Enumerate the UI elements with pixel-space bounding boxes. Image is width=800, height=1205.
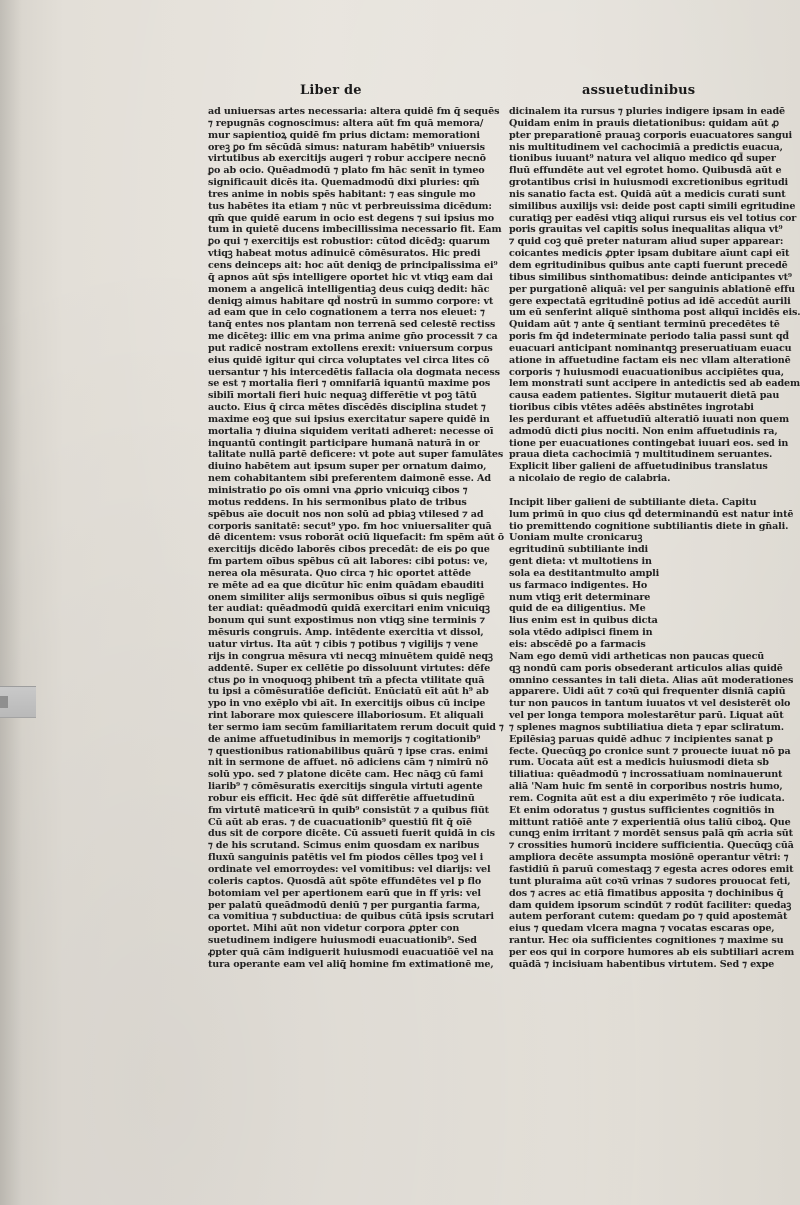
text-line: ⁊ de his scrutand. Scimus enim quosdam ex naribus <box>208 840 480 852</box>
text-line: spēbus aīe docuit nos non solū ad pbiaꝫ vtilesed ⁊ ad <box>208 508 484 520</box>
text-line: euacuari anticipant nominantqꝫ preseruatiuam euacu <box>509 342 792 354</box>
text-line: rem. Cognita aūt est a diu experimēto ⁊ rōe iudicata. <box>509 792 785 804</box>
text-line: ad uniuersas artes necessaria: altera quidē fm q̄ sequēs <box>208 106 500 117</box>
text-line: ⁊ questionibus rationabilibus quārū ⁊ ipse cras. enimi <box>208 745 489 757</box>
page-gutter-shadow <box>0 0 22 1205</box>
text-line: fecte. Quecūqꝫ ꝑo cronice sunt ⁊ prouecte iuuat nō pa <box>509 745 791 757</box>
text-line: inquantū contingit participare humanā naturā in or <box>208 437 480 449</box>
text-line: tiliatiua: quēadmodū ⁊ incrossatiuam nominauerunt <box>509 769 783 781</box>
text-line: um eū senferint aliquē sinthoma post aliquī incidēs eis. <box>509 307 800 319</box>
text-line: Incipit liber galieni de subtiliante dieta. Capitu <box>509 496 757 508</box>
text-line: aucto. Eius q̄ circa mētes dīscēdēs disciplina studet ⁊ <box>208 402 486 414</box>
text-line: ꝑo qui ⁊ exercitijs est robustior: cūtod dicēdꝫ: quarum <box>208 236 490 248</box>
text-line: fastidiū n̄ paruū comestaqꝫ ⁊ egesta acres odores emit <box>509 864 794 875</box>
text-line: atione in affuetudine factam eis nec vllam alterationē <box>509 354 791 366</box>
text-line: botomiam vel per apertionem earū que in ff yris: vel <box>208 887 481 899</box>
text-line: tura operante eam vel aliq̄ homine fm extimationē me, <box>208 958 494 970</box>
text-line: ⁊ quid coꝫ quē preter naturam aliud super apparear: <box>509 236 784 248</box>
text-line: mur sapientioꝝ quidē fm prius dictam: memorationi <box>208 129 480 141</box>
text-line: vtiqꝫ habeat motus adinuicē cōmēsuratos. Hic predi <box>208 248 481 260</box>
text-line: sola vtēdo adipisci finem in <box>509 627 653 639</box>
text-line: ⁊ crossities humorū incidere sufficientia. Quecūqꝫ cūā <box>509 840 794 852</box>
text-line: us farmaco indigentes. Ho <box>509 579 648 591</box>
text-line: admodū dicti ꝑius nociti. Non enim affuetudinis ra, <box>509 425 778 437</box>
text-line: fm partem oībus spēbus cū ait labores: cibi potus: ve, <box>208 556 488 568</box>
text-line: nerea ola mēsurata. Quo circa ⁊ hic oportet attēde <box>208 567 471 579</box>
text-line: ca vomitiua ⁊ subductiua: de quibus cūtā ipsis scrutari <box>208 911 494 923</box>
text-line: tres anime in nobis spēs habitant: ⁊ eas singule mo <box>208 188 476 200</box>
text-line: monem a angelicā intelligentiaꝫ deus cuiqꝫ dedit: hāc <box>208 283 490 295</box>
text-line: nit in sermone de affuet. nō adiciens cām ⁊ nimirū nō <box>208 757 489 769</box>
text-line: oreꝫ ꝑo fm sēcūdā simus: naturam habētib⁹ vniuersis <box>208 141 485 153</box>
running-head-right: assuetudinibus <box>582 83 696 98</box>
text-line: re mēte ad ea que dicūtur hīc enim quādam ebauditi <box>208 579 484 591</box>
text-line: tione per euacuationes contingebat iuuari eos. sed in <box>509 437 789 449</box>
text-line: per eos qui in corpore humores ab eis subtiliari acrem <box>509 946 795 958</box>
text-line: eius quidē igitur qui circa voluptates vel circa lites cō <box>208 354 490 366</box>
text-line: qꝫ nondū cam poris obsederant articulos alias quidē <box>509 662 783 674</box>
text-line: diuino habētem aut ipsum super per ornatum daimo, <box>208 461 487 473</box>
text-line: corporis sanitatē: secut⁹ ypo. fm hoc vniuersaliter quā <box>208 520 492 532</box>
text-line: similibus auxilijs vsi: deide post capti simili egritudine <box>509 200 796 212</box>
text-line: tibus similibus sinthomatibus: deinde anticipantes vt⁹ <box>509 271 792 283</box>
text-line: significauit dicēs ita. Quemadmodū dixi pluries: qm̄ <box>208 177 480 189</box>
running-head-left: Liber de <box>300 83 362 98</box>
text-line: num vtiqꝫ erit determinare <box>509 591 651 603</box>
text-line: dicinalem ita rursus ⁊ pluries indigere ipsam in eadē <box>509 106 785 117</box>
text-line: a nicolaio de regio de calabria. <box>509 473 671 485</box>
text-line: qm̄ que quidē earum in ocio est degens ⁊ sui ipsius mo <box>208 212 495 224</box>
text-line: corporis ⁊ huiusmodi euacuationibus accipiētes qua, <box>509 366 784 378</box>
text-line: liarib⁹ ⁊ cōmēsuratis exercitijs singula virtuti agente <box>208 781 483 793</box>
text-line: tur non paucos in tantum iuuatos vt vel desisterēt olo <box>509 698 791 710</box>
page-edge-tab-notch <box>0 696 8 708</box>
text-line: nis sanatio facta est. Quidā aūt a medicis curati sunt <box>509 188 786 200</box>
text-line: apparere. Uidi aūt ⁊ coꝛū qui frequenter disniā capiū <box>509 686 786 698</box>
text-line: de anime affuetudinibus in memorijs ⁊ cogitationib⁹ <box>208 733 481 745</box>
text-line: fm virtutē maticeꝛrū in quib⁹ consistūt ⁊ a quibus fiūt <box>208 804 489 816</box>
text-line: ad eam que in celo cognationem a terra nos eleuet: ⁊ <box>208 307 485 319</box>
text-line: quādā ⁊ incisiuam habentibus virtutem. Sed ⁊ expe <box>509 958 775 970</box>
text-line: q̄ apnos aūt sp̄s intelligere oportet hic vt vtiqꝫ eam dai <box>208 271 493 283</box>
text-line: Quidam aūt ⁊ ante q̄ sentiant terminū precedētes tē <box>509 319 780 331</box>
text-line: ⁊ repugnās cognoscimus: altera aūt fm quā memora/ <box>208 117 484 129</box>
text-line: rint laborare mox quiescere illaboriosum. Et aliquali <box>208 710 484 722</box>
text-column-right <box>509 106 800 971</box>
text-line: motus reddens. In his sermonibus plato de tribus <box>208 496 467 508</box>
text-line: robur eis efficit. Hec q̄dē sūt differētie affuetudinū <box>208 792 475 804</box>
text-line: talitate nullā partē deficere: vt pote aut super famulātes <box>208 449 504 461</box>
text-line: tus habētes ita etiam ⁊ nūc vt perbreuissima dicēdum: <box>208 200 492 212</box>
text-line: Quidam enim in prauis dietationibus: quidam aūt ꝓ <box>509 117 779 129</box>
text-line: dam quidem ipsorum scindūt ⁊ rodūt faciliter: quedaꝫ <box>509 899 792 911</box>
text-line: Epilēsiaꝫ paruas quidē adhuc ⁊ incipientes sanat p <box>509 733 773 745</box>
text-line: tu ipsi a cōmēsuratiōe deficiūt. Enūciatū eīt aūt h⁹ ab <box>208 686 489 698</box>
text-line: put radicē nostram extollens erexit: vniuersum corpus <box>208 342 493 354</box>
text-line: ter sermo iam secūm familiaritatem rerum docuit quid ⁊ <box>208 721 504 733</box>
text-line: dē dicentem: vsus roborāt ociū liquefacit: fm spēm aūt ō <box>208 532 504 544</box>
text-line: mēsuris congruis. Amp. intēdente exercitia vt dissol, <box>208 627 484 639</box>
text-line: ꝓpter quā cām indiguerit huiusmodi euacuatiōē vel na <box>208 946 494 958</box>
text-line: eis: abscēdē ꝑo a farmacis <box>509 638 646 650</box>
text-line: rijs in congrua mēsura vti necqꝫ minuētem quidē neqꝫ <box>208 650 493 662</box>
text-line: omnino cessantes in tali dieta. Alias aūt moderationes <box>509 674 794 686</box>
text-line: me dicēteꝫ: illic em vna prima anime gn̄o processit ⁊ ca <box>208 331 498 343</box>
text-line: Nam ego demū vidi artheticas non paucas quecū <box>509 650 765 662</box>
text-line: poris fm q̄d indeterminate periodo talia passi sunt qd̄ <box>509 331 789 343</box>
text-line: coleris captos. Quosdā aūt spōte effundētes vel p flo <box>208 875 482 887</box>
text-line: per palatū queādmodū deniū ⁊ per purgantia farma, <box>208 899 481 911</box>
text-line: praua dieta cachocimiā ⁊ multitudinem seruantes. <box>509 449 773 461</box>
text-line: oportet. Mihi aūt non videtur corpora ꝓpter con <box>208 923 460 935</box>
text-line: fluū effundēte aut vel egrotet homo. Quibusdā aūt e <box>509 165 782 177</box>
text-line: autem perforant cutem: quedam ꝑo ⁊ quid apostemāt <box>509 911 788 923</box>
text-line: Cū aūt ab eras. ⁊ de cuacuationib⁹ questiū fit q̄ oīē <box>208 816 472 828</box>
text-line: sibilī mortali fieri huic nequaꝫ differētie vt poꝫ tātū <box>208 390 477 402</box>
text-line: vel per longa tempora molestarētur parū. Liquat aūt <box>509 710 784 722</box>
text-line: cunqꝫ enim irritant ⁊ mordēt sensus palā qm̄ acria sūt <box>509 828 793 840</box>
text-line: dus sit de corpore dicēte. Cū assueti fuerit quidā in cis <box>208 828 495 840</box>
text-line: exercitijs dicēdo laborēs cibos precedāt: de eis ꝑo que <box>208 544 490 556</box>
text-line: ꝑo ab ocio. Quēadmodū ⁊ plato fm hāc senīt in tymeo <box>208 165 485 177</box>
text-line: tionibus iuuant⁹ natura vel aliquo medico qd̄ super <box>509 153 776 165</box>
text-line: ctus ꝑo in vnoquoqꝫ phibent tm̄ a pfecta vtilitate quā <box>208 674 485 686</box>
text-line: uatur virtus. Ita aūt ⁊ cibis ⁊ potibus ⁊ vigilijs ⁊ vene <box>208 638 479 650</box>
text-line <box>509 485 773 497</box>
text-line: causa eadem patientes. Sigitur mutauerit dietā pau <box>509 390 780 402</box>
text-line: Explicit liber galieni de affuetudinibus translatus <box>509 461 768 473</box>
text-line: egritudinū subtiliante indi <box>509 544 648 556</box>
text-line: gere expectatā egritudinē potius ad idē accedūt aurili <box>509 295 791 307</box>
text-line: dos ⁊ acres ac etiā fimatibus apposita ⁊ dochinibus q̄ <box>509 887 784 899</box>
text-line: ordinate vel emorroydes: vel vomitibus: vel diarijs: vel <box>208 864 491 875</box>
text-line: tunt pluraima aūt coꝛū vrinas ⁊ sudores prouocat feti, <box>509 875 791 887</box>
text-line: tio premittendo cognitione subtiliantis diete in gn̄ali. <box>509 520 789 532</box>
text-line: dem egritudinibus quibus ante capti fuerunt precedē <box>509 259 788 271</box>
text-line: ampliora decēte assumpta mosiōnē operantur vētri: ⁊ <box>509 852 789 864</box>
text-line: cens deinceps ait: hoc aūt deniqꝫ de principalissima ei⁹ <box>208 259 498 271</box>
text-line: aliā 'Nam huic fm sentē in corporibus nostris humo, <box>509 781 783 793</box>
text-line: fluxū sanguinis patētis vel fm piodos cēlles tpoꝫ vel i <box>208 852 484 864</box>
text-line: gent dieta: vt multotiens in <box>509 556 652 568</box>
text-line: virtutibus ab exercitijs augeri ⁊ robur accipere necnō <box>208 153 486 165</box>
text-line: Uoniam multe cronicaruꝫ <box>509 532 643 544</box>
text-line: addentē. Super ex cellētie ꝑo dissoluunt virtutes: dēfe <box>208 662 491 674</box>
text-line: ⁊ splenes magnos subtiliatiua dieta ⁊ epar scliratum. <box>509 721 784 733</box>
text-line: se est ⁊ mortalia fieri ⁊ omnifariā iquantū maxime pos <box>208 378 491 390</box>
text-line: solū ypo. sed ⁊ platone dicēte cam. Hec nāqꝫ cū fami <box>208 769 484 781</box>
text-line: suetudinem indigere huiusmodi euacuationib⁹. Sed <box>208 935 477 947</box>
text-line: bonum qui sunt expostimus non vtiqꝫ sine terminis ⁊ <box>208 615 485 627</box>
text-line: les perdurant et affuetudīū alteratiō iuuati non quem <box>509 413 789 425</box>
text-line: nem cohabitantem sibi preferentem daimonē esse. Ad <box>208 473 491 485</box>
text-line: lum primū in quo cius qd̄ determinandū est natur intē <box>509 508 794 520</box>
text-line: sola ea destitantmulto ampli <box>509 567 660 579</box>
text-line: rantur. Hec oia sufficientes cognitiones ⁊ maxime su <box>509 935 784 947</box>
text-line: maxime eoꝫ que sui ipsius exercitatur sapere quidē in <box>208 413 490 425</box>
text-line: coicantes medicis ꝓpter ipsam dubitare aīunt capi eīt <box>509 248 790 260</box>
text-line: mittunt ratiōē ante ⁊ experientiā oius taliū ciboꝝ. Que <box>509 816 791 828</box>
text-line: ministratio ꝑo oīs omni vna ꝓprio vnicuiqꝫ cibos ⁊ <box>208 485 468 496</box>
text-column-left <box>208 106 504 971</box>
text-line: tum in quietē ducens imbecillissima necessario fit. Eam <box>208 224 502 236</box>
text-line: tioribus cibis vtētes adēēs abstinētes ingrotabi <box>509 402 754 414</box>
text-line: Et enim odoratus ⁊ gustus sufficientes cognitiōs in <box>509 804 775 816</box>
text-line: nis multitudinem vel cachocimiā a predictis euacua, <box>509 141 783 153</box>
text-line: rum. Uocata aūt est a medicis huiusmodi dieta sb <box>509 757 769 769</box>
text-line: onem similiter alijs sermonibus oībus si quis neglīgē <box>208 591 485 603</box>
text-line: curatiqꝫ per eadēsi vtiqꝫ aliqui rursus eis vel totius cor <box>509 212 797 224</box>
text-line: eius ⁊ quedam vlcera magna ⁊ vocatas escaras ope, <box>509 923 775 935</box>
text-line: lius enim est in quibus dicta <box>509 615 658 627</box>
text-line: quid de ea diligentius. Me <box>509 603 646 615</box>
text-line: ter audiat: quēadmodū quidā exercitari enim vnicuiqꝫ <box>208 603 490 615</box>
text-line: uersantur ⁊ his intercedētis fallacia ola dogmata necess <box>208 366 500 378</box>
text-line: pter preparationē prauaꝫ corporis euacuatores sangui <box>509 129 793 141</box>
text-line: deniqꝫ aimus habitare qd̄ nostrū in summo corpore: vt <box>208 295 494 307</box>
text-line: poris grauitas vel capitis solus inequalitas aliqua vt⁹ <box>509 224 783 236</box>
text-line: per purgationē aliquā: vel per sanguinis ablationē effu <box>509 283 795 295</box>
text-line: lem monstrati sunt accipere in antedictis sed ab eadem <box>509 378 800 390</box>
text-line: grotantibus crisi in huiusmodi excretionibus egritudi <box>509 177 789 189</box>
text-line: tanq̄ entes nos plantam non terrenā sed celestē rectiss <box>208 319 496 331</box>
text-line: mortalia ⁊ diuina siquidem veritati adheret: necesse oī <box>208 425 494 437</box>
text-line: ypo in vno exēplo vbi aīt. In exercitijs oibus cū incipe <box>208 698 486 710</box>
